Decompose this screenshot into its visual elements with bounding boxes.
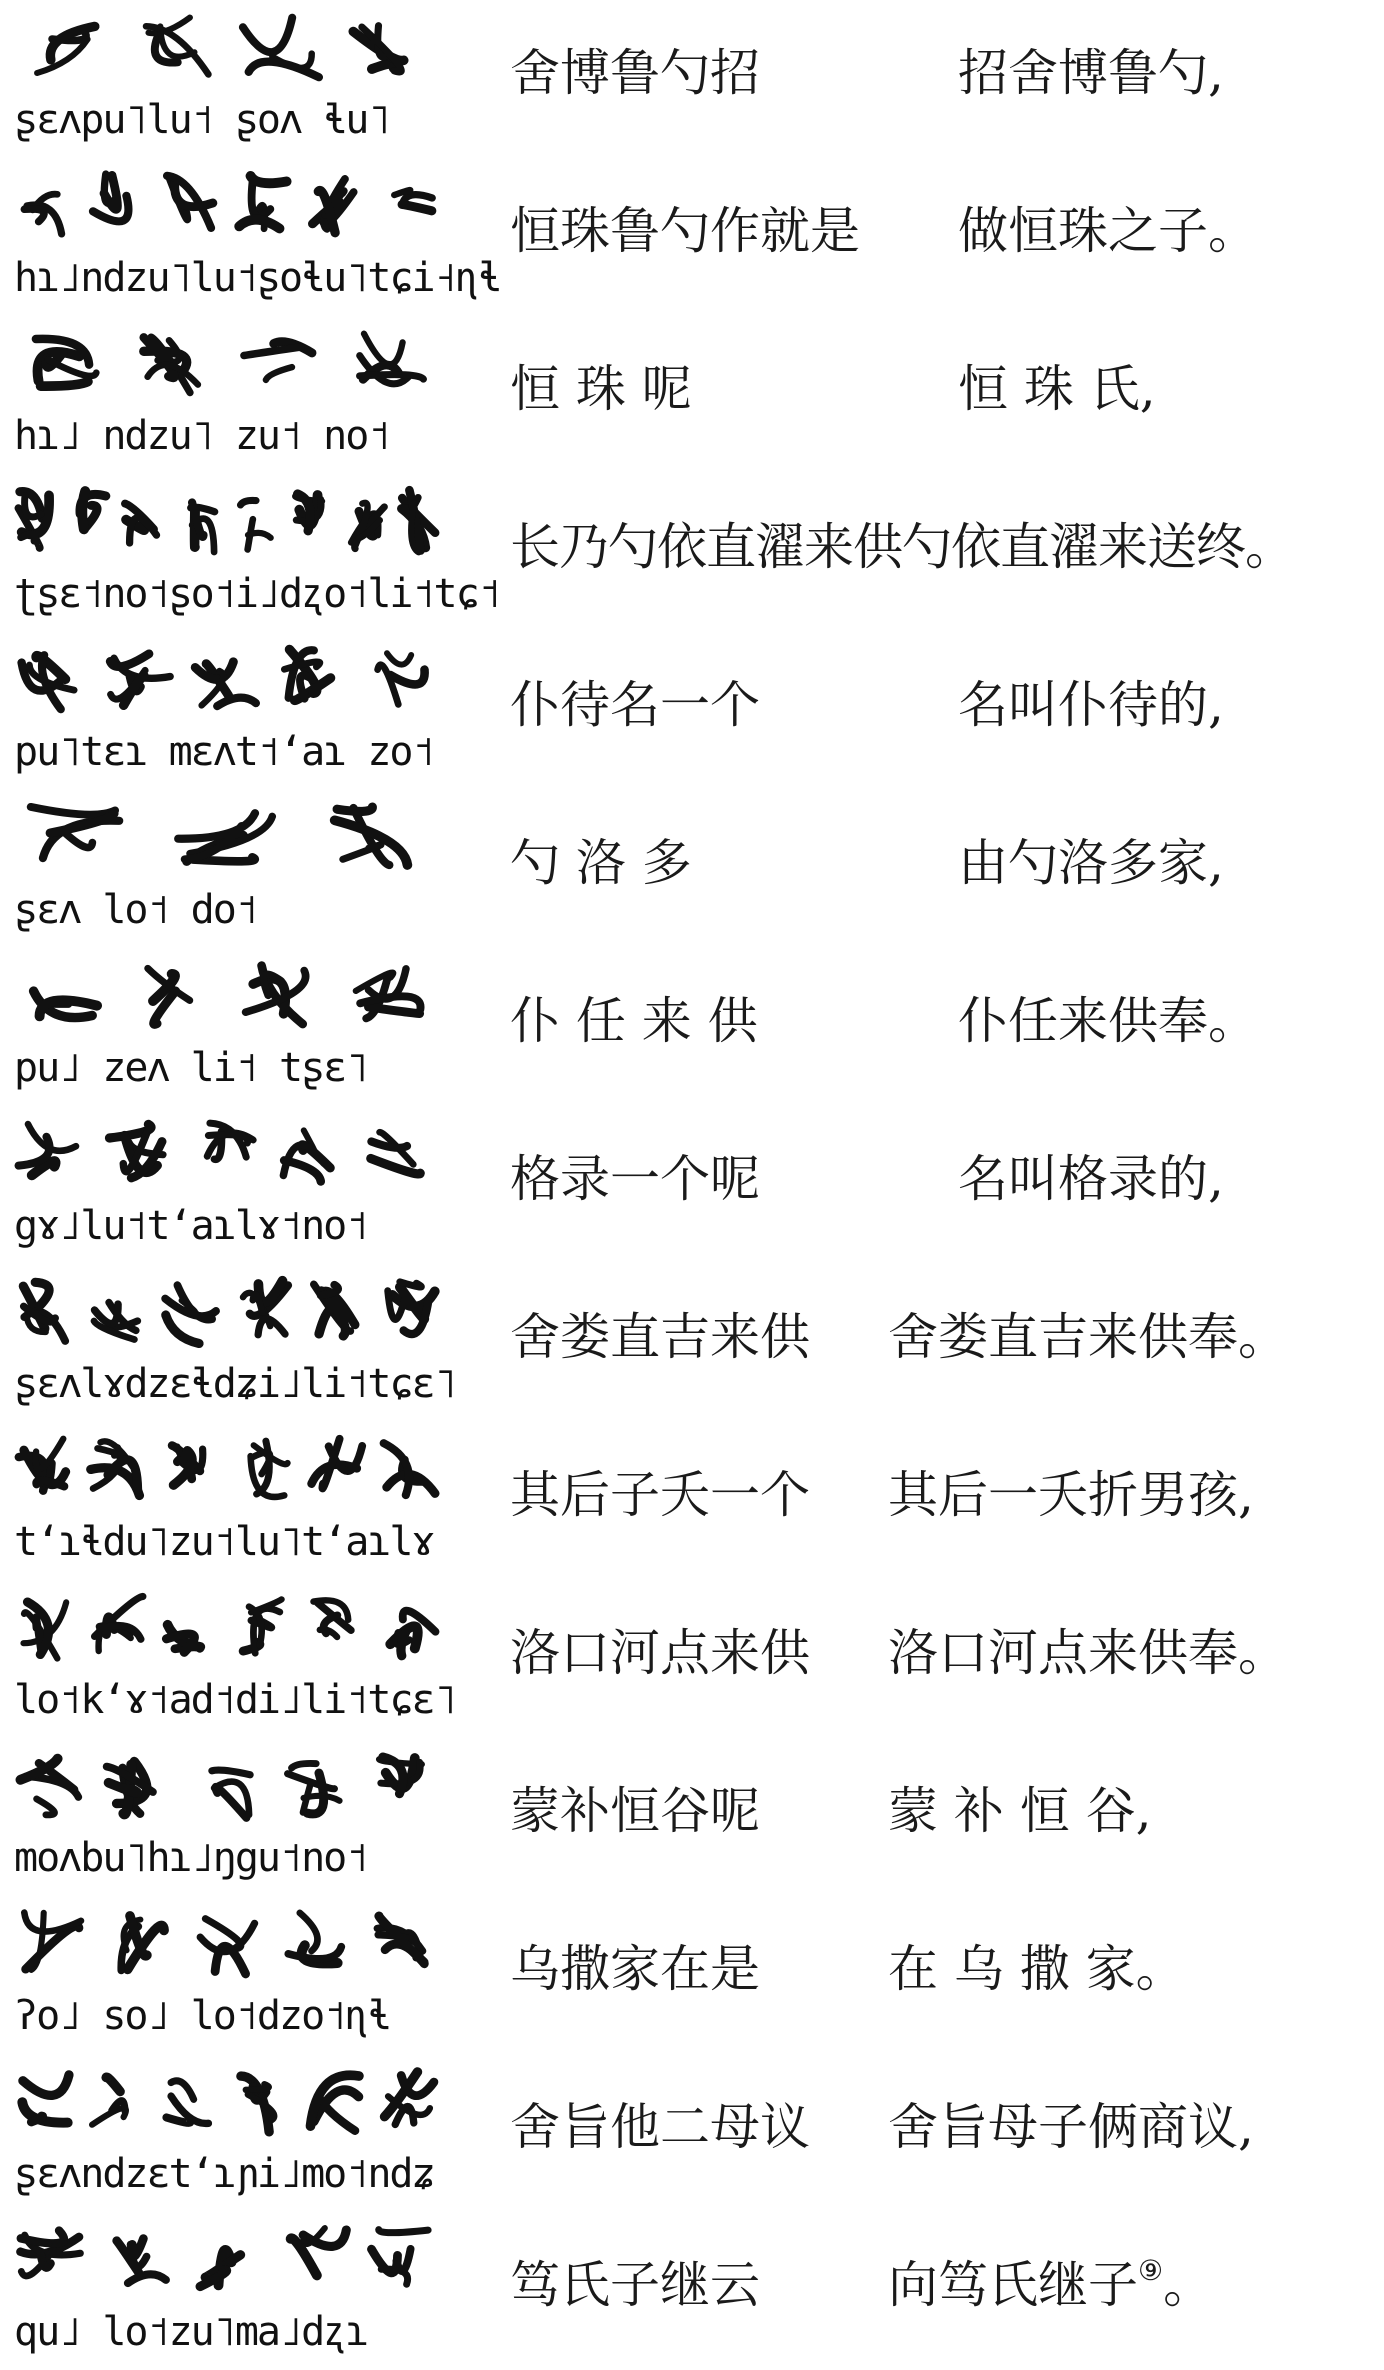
yi-glyph (22, 655, 75, 709)
yi-script-block (8, 638, 448, 784)
yi-glyph (243, 1281, 288, 1335)
phonetic-transcription: ʔo˩ so˩ lo˦dzo˦ɳɬ (14, 1993, 390, 2039)
translation-row (0, 1580, 1384, 1738)
yi-glyph (356, 969, 421, 1019)
translation-row (0, 1738, 1384, 1896)
yi-glyph (167, 176, 213, 228)
yi-glyph-line (8, 796, 448, 884)
translation-row (0, 474, 1384, 632)
yi-glyph (311, 2075, 359, 2130)
free-translation-text: 在 乌 撒 家。 (888, 1940, 1186, 1998)
phonetic-transcription: ʂɛʌ lo˦ do˦ (14, 887, 257, 933)
literal-translation: 勺 洛 多 (510, 834, 692, 892)
translation-row (0, 1106, 1384, 1264)
free-translation (958, 38, 1224, 108)
free-translation-text: 舍旨母子俩商议, (888, 2098, 1254, 2156)
translation-row (0, 1422, 1384, 1580)
yi-glyph (314, 1600, 352, 1637)
yi-glyph-line (8, 1902, 448, 1990)
yi-glyph (385, 2072, 434, 2125)
yi-script-block (8, 480, 500, 626)
yi-glyph (107, 1762, 153, 1815)
yi-glyph (19, 1439, 66, 1491)
yi-glyph-line (8, 638, 448, 726)
phonetic-transcription: ʂɛʌpu˥lu˦ ʂoʌ ɬu˥ (14, 97, 390, 143)
literal-translation: 笃氏子继云 (510, 2256, 760, 2314)
translation-row (0, 0, 1384, 158)
free-translation-text: 向笃氏继子 (888, 2256, 1138, 2314)
free-translation-text: 蒙 补 恒 谷, (888, 1782, 1152, 1840)
yi-script-block (8, 796, 448, 942)
free-translation-text: 仆任来供奉。 (958, 992, 1258, 1050)
yi-glyph (110, 654, 170, 706)
free-translation (888, 2092, 1254, 2162)
literal-translation: 格录一个呢 (510, 1150, 760, 1208)
free-translation-text: 招舍博鲁勺, (958, 44, 1224, 102)
literal-translation: 其后子夭一个 (510, 1466, 810, 1524)
literal-translation: 仆待名一个 (510, 676, 760, 734)
yi-script-block (8, 1270, 456, 1416)
phonetic-transcription: ʂɛʌlɤdzɛɬdʑi˩li˦tɕɛ˥ (14, 1361, 456, 1407)
yi-glyph (313, 179, 354, 233)
free-translation (888, 1934, 1186, 2004)
free-translation (888, 1460, 1254, 1530)
free-translation (958, 354, 1156, 424)
yi-glyph (243, 18, 319, 77)
yi-script-block (8, 1902, 448, 2048)
free-translation (888, 2250, 1213, 2320)
yi-glyph (20, 2231, 80, 2276)
literal-translation: 洛口河点来供 (510, 1624, 810, 1682)
yi-glyph (24, 1913, 81, 1970)
yi-script-block (8, 164, 500, 310)
yi-glyph (351, 503, 384, 549)
translation-row (0, 948, 1384, 1106)
yi-glyph (243, 1599, 281, 1653)
yi-glyph (283, 1130, 330, 1181)
yi-glyph (19, 1124, 76, 1175)
yi-glyph-line (8, 322, 448, 410)
yi-glyph (241, 2076, 274, 2132)
yi-glyph (178, 813, 272, 861)
yi-glyph (390, 1611, 435, 1656)
yi-glyph-line (8, 2060, 448, 2148)
free-translation (888, 1618, 1288, 1688)
phonetic-transcription: ʈʂɛ˦no˦ʂo˦i˩dʐo˦li˦tɕ˦ (14, 571, 500, 617)
free-translation-text: 舍娄直吉来供奉。 (888, 1308, 1288, 1366)
literal-translation: 舍娄直吉来供 (510, 1308, 810, 1366)
yi-glyph-line (8, 164, 448, 252)
free-translation-text: 洛口河点来供奉。 (888, 1624, 1288, 1682)
literal-translation: 乌撒家在是 (510, 1940, 760, 1998)
free-translation (888, 1776, 1152, 1846)
yi-glyph (378, 653, 425, 704)
literal-translation: 恒 珠 呢 (510, 360, 692, 418)
translation-row (0, 316, 1384, 474)
yi-glyph (93, 174, 128, 221)
yi-glyph (80, 491, 106, 529)
literal-translation: 长乃勺依直濯来供勺依直濯来送终。 (510, 518, 1294, 576)
free-translation-text: 名叫仆待的, (958, 676, 1224, 734)
free-translation (958, 1144, 1224, 1214)
free-translation (958, 828, 1224, 898)
literal-translation: 舍旨他二母议 (510, 2098, 810, 2156)
yi-glyph (125, 504, 157, 543)
translation-row (0, 632, 1384, 790)
yi-script-block (8, 954, 448, 1100)
yi-glyph (24, 1602, 67, 1658)
yi-script-block (8, 1744, 448, 1890)
yi-glyph (148, 968, 190, 1024)
free-translation-text: 由勺洛多家, (958, 834, 1224, 892)
free-translation (958, 986, 1258, 1056)
yi-glyph (91, 1441, 140, 1495)
yi-glyph (288, 1763, 340, 1813)
literal-translation: 舍博鲁勺招 (510, 44, 760, 102)
translation-row (0, 2054, 1384, 2212)
yi-glyph (117, 2239, 166, 2284)
free-translation (888, 1302, 1288, 1372)
phonetic-transcription: tʻɿɬdu˥zu˦lu˥tʻaɿlɤ (14, 1519, 434, 1565)
phonetic-transcription: hɿ˩ndzu˥lu˦ʂoɬu˥tɕi˧ɳɬ (14, 255, 500, 301)
yi-script-block (8, 6, 448, 152)
yi-glyph (146, 18, 208, 75)
yi-script-block (8, 2060, 448, 2206)
yi-glyph (394, 190, 432, 211)
yi-script-block (8, 1586, 456, 1732)
yi-glyph (295, 494, 322, 531)
yi-glyph (22, 2075, 69, 2123)
yi-glyph-line (8, 1744, 448, 1832)
phonetic-transcription: ʂɛʌndzɛtʻɿɲi˩mo˦ndʑ (14, 2151, 434, 2197)
yi-script-block (8, 1112, 448, 1258)
literal-translation: 恒珠鲁勺作就是 (510, 202, 860, 260)
yi-glyph (121, 1916, 164, 1971)
yi-glyph (379, 1757, 422, 1794)
yi-glyph (241, 500, 271, 549)
yi-glyph-line (8, 1112, 448, 1200)
yi-glyph-line (8, 480, 448, 568)
yi-glyph (402, 490, 436, 552)
yi-glyph (251, 1441, 288, 1497)
translation-row (0, 1896, 1384, 2054)
translation-row (0, 1264, 1384, 1422)
phonetic-transcription: pu˩ zeʌ li˦ tʂɛ˥ (14, 1045, 368, 1091)
literal-translation: 蒙补恒谷呢 (510, 1782, 760, 1840)
translation-row (0, 158, 1384, 316)
yi-glyph (18, 492, 49, 549)
yi-glyph (195, 662, 256, 706)
yi-glyph (37, 26, 95, 73)
yi-glyph (388, 1282, 435, 1334)
yi-glyph (144, 337, 198, 393)
yi-glyph (172, 1446, 203, 1486)
yi-glyph (291, 2228, 347, 2275)
end-punctuation: 。 (1163, 2256, 1214, 2314)
yi-glyph (165, 1285, 216, 1343)
yi-glyph (23, 1282, 65, 1341)
yi-glyph (353, 26, 403, 72)
free-translation-text: 其后一夭折男孩, (888, 1466, 1254, 1524)
yi-glyph-line (8, 1586, 448, 1674)
yi-glyph-line (8, 2218, 448, 2306)
yi-script-block (8, 1428, 448, 1574)
yi-glyph (360, 334, 424, 384)
yi-glyph (110, 1124, 164, 1178)
yi-glyph (244, 342, 312, 380)
yi-glyph (372, 2230, 429, 2285)
yi-glyph (384, 1443, 435, 1495)
literal-translation: 仆 任 来 供 (510, 992, 758, 1050)
yi-glyph (335, 807, 408, 865)
yi-glyph (312, 1439, 363, 1489)
free-translation-text: 恒 珠 氏, (958, 360, 1156, 418)
free-translation-text: 名叫格录的, (958, 1150, 1224, 1208)
yi-glyph-line (8, 954, 448, 1042)
yi-glyph (371, 1132, 420, 1174)
translation-row (0, 2212, 1384, 2370)
yi-glyph (24, 194, 61, 234)
yi-glyph (94, 1302, 138, 1339)
yi-glyph (191, 503, 215, 553)
yi-glyph (95, 1597, 143, 1652)
free-translation (958, 196, 1258, 266)
phonetic-transcription: hɿ˩ ndzu˥ zu˦ no˦ (14, 413, 390, 459)
translation-row (0, 790, 1384, 948)
yi-glyph (377, 1916, 424, 1964)
yi-glyph (167, 2081, 209, 2124)
free-translation (958, 670, 1224, 740)
phonetic-transcription: pu˥tɛɿ mɛʌt˦ʻaɿ zo˦ (14, 729, 434, 775)
footnote-marker[interactable]: ⑨ (1138, 2254, 1164, 2287)
yi-glyph (200, 1919, 254, 1974)
yi-glyph (246, 966, 306, 1024)
phonetic-transcription: lo˦kʻɤ˦ad˦di˩li˦tɕɛ˥ (14, 1677, 456, 1723)
yi-glyph (200, 2250, 240, 2287)
yi-glyph (288, 1913, 341, 1964)
yi-glyph (31, 807, 120, 858)
yi-glyph (92, 2077, 126, 2124)
yi-glyph-line (8, 1428, 448, 1516)
yi-glyph (207, 1123, 253, 1159)
yi-glyph (212, 1770, 250, 1818)
yi-glyph (284, 650, 330, 701)
phonetic-transcription: qu˩ lo˦zu˥ma˩dʐɿ (14, 2309, 368, 2355)
yi-glyph (36, 339, 96, 386)
yi-glyph (167, 1625, 201, 1653)
phonetic-transcription: gɤ˩lu˦tʻaɿlɤ˦no˦ (14, 1203, 368, 1249)
yi-script-block (8, 322, 448, 468)
yi-glyph (314, 1284, 355, 1336)
yi-script-block (8, 2218, 448, 2364)
yi-glyph (34, 991, 97, 1017)
phonetic-transcription: moʌbu˥hɿ˩ŋgu˦no˦ (14, 1835, 368, 1881)
yi-glyph-line (8, 1270, 448, 1358)
free-translation-text: 做恒珠之子。 (958, 202, 1258, 260)
yi-glyph (239, 176, 286, 229)
yi-glyph-line (8, 6, 448, 94)
yi-glyph (21, 1759, 79, 1815)
